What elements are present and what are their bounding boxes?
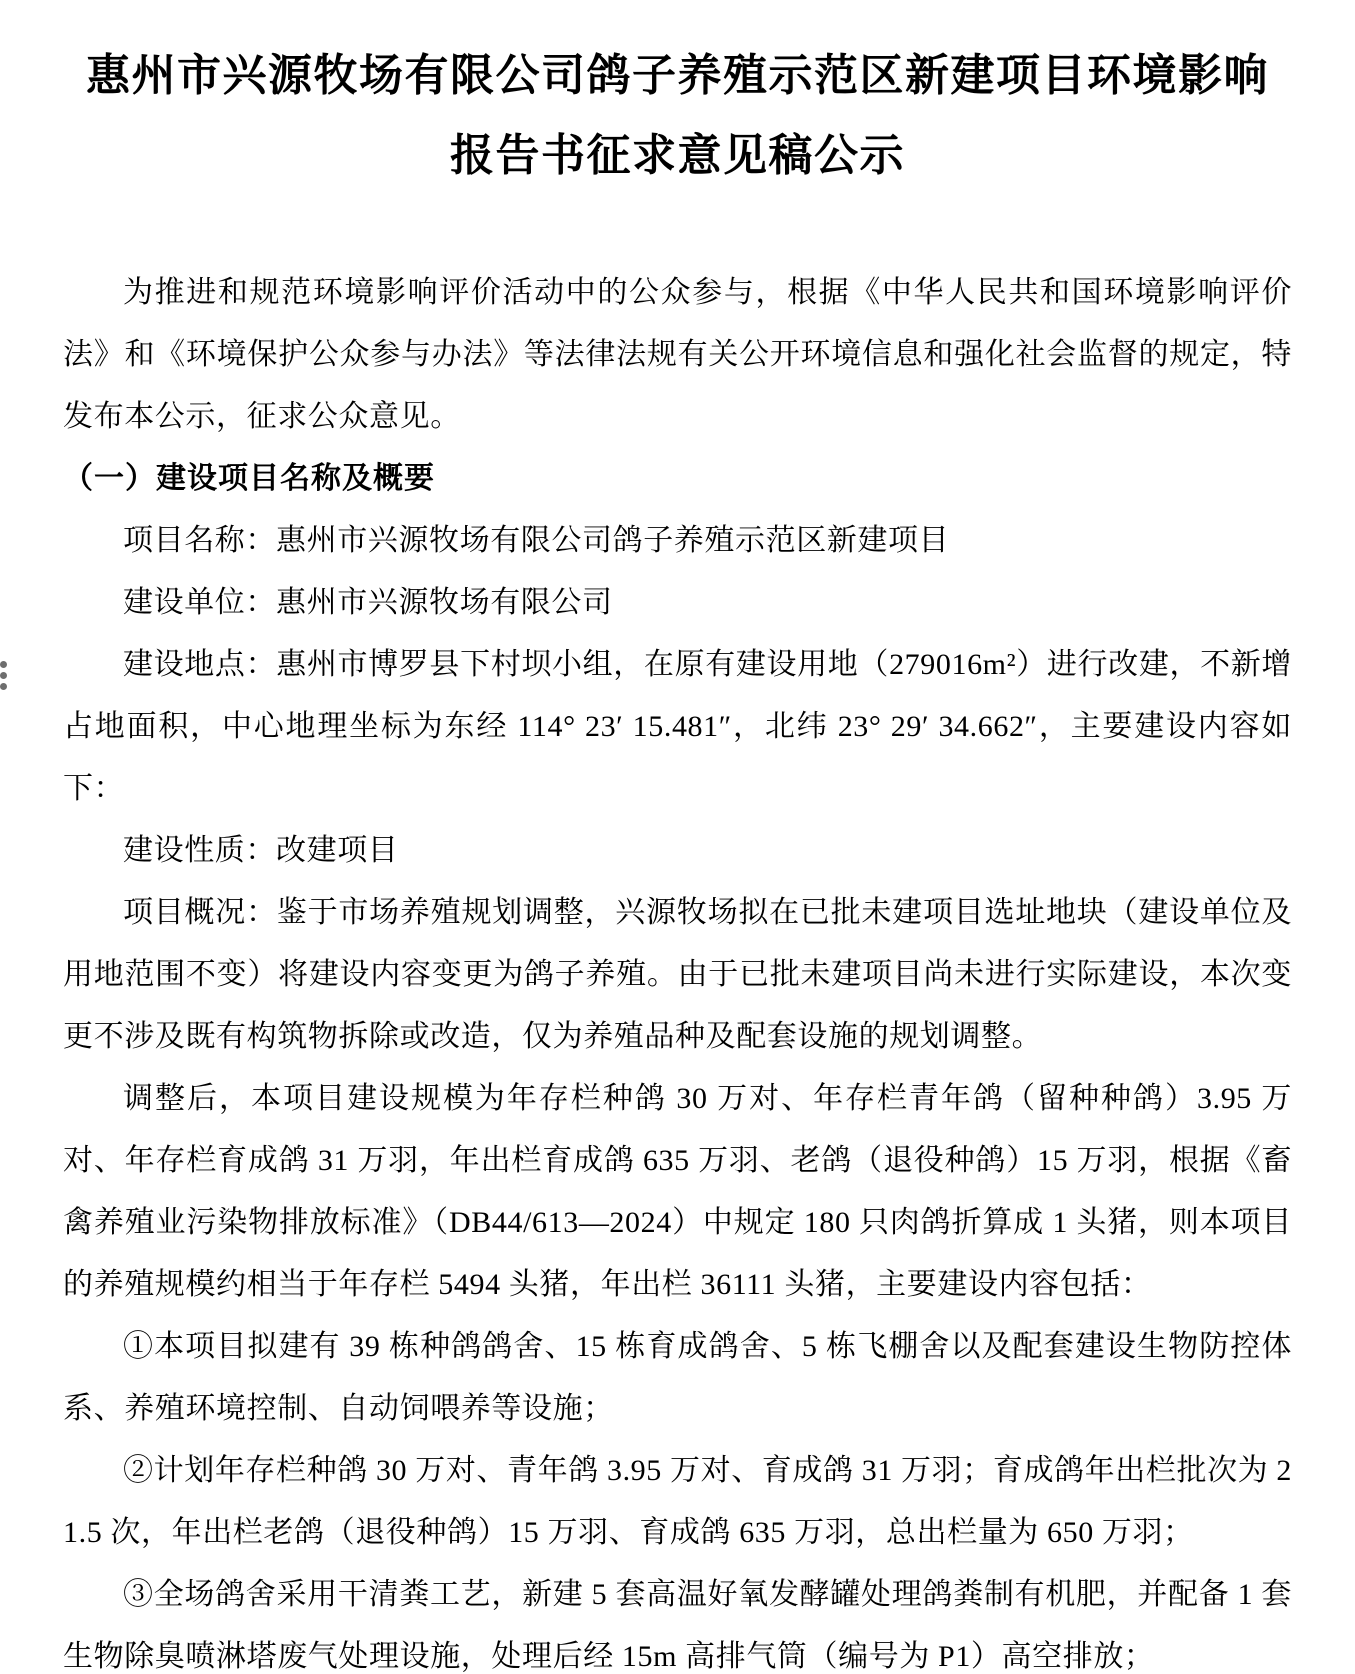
paragraph-construction-nature: 建设性质：改建项目: [123, 834, 399, 867]
document-title: [63, 36, 1292, 196]
document-title-line-1: 惠州市兴源牧场有限公司鸽子养殖示范区新建项目环境影响: [86, 51, 1269, 100]
dot: [0, 661, 7, 668]
paragraph-item-2-stock-plan: ②计划年存栏种鸽 30 万对、青年鸽 3.95 万对、育成鸽 31 万羽；育成鸽年出栏批次为 21.5 次，年出栏老鸽（退役种鸽）15 万羽、育成鸽 635 万羽，总出栏量为 650 万羽；: [63, 1454, 1292, 1549]
paragraph-intro: 为推进和规范环境影响评价活动中的公众参与，根据《中华人民共和国环境影响评价法》和《环境保护公众参与办法》等法律法规有关公开环境信息和强化社会监督的规定，特发布本公示，征求公众意见。: [63, 276, 1292, 433]
section-heading-project-name-and-summary: （一）建设项目名称及概要: [63, 462, 435, 495]
paragraph-project-name: 项目名称：惠州市兴源牧场有限公司鸽子养殖示范区新建项目: [123, 524, 950, 557]
dot: [0, 683, 7, 690]
paragraph-item-1-buildings: ①本项目拟建有 39 栋种鸽鸽舍、15 栋育成鸽舍、5 栋飞棚舍以及配套建设生物防控体系、养殖环境控制、自动饲喂养等设施；: [63, 1330, 1292, 1425]
document-title-line-2: 报告书征求意见稿公示: [450, 131, 905, 180]
vertical-dots-icon: [0, 661, 8, 690]
paragraph-construction-location: 建设地点：惠州市博罗县下村坝小组，在原有建设用地（279016m²）进行改建，不新增占地面积，中心地理坐标为东经 114° 23′ 15.481″，北纬 23° 29′ 34.662″，主要建设内容如下：: [63, 648, 1292, 805]
paragraph-project-overview: 项目概况：鉴于市场养殖规划调整，兴源牧场拟在已批未建项目选址地块（建设单位及用地范围不变）将建设内容变更为鸽子养殖。由于已批未建项目尚未进行实际建设，本次变更不涉及既有构筑物拆除或改造，仅为养殖品种及配套设施的规划调整。: [63, 896, 1292, 1053]
paragraph-construction-unit: 建设单位：惠州市兴源牧场有限公司: [123, 586, 613, 619]
document-body: [63, 262, 1292, 1674]
paragraph-item-3-manure-process: ③全场鸽舍采用干清粪工艺，新建 5 套高温好氧发酵罐处理鸽粪制有机肥，并配备 1 套生物除臭喷淋塔废气处理设施，处理后经 15m 高排气筒（编号为 P1）高空排放；: [63, 1578, 1292, 1673]
paragraph-adjusted-scale: 调整后，本项目建设规模为年存栏种鸽 30 万对、年存栏青年鸽（留种种鸽）3.95 万对、年存栏育成鸽 31 万羽，年出栏育成鸽 635 万羽、老鸽（退役种鸽）15 万羽，根据《畜禽养殖业污染物排放标准》（DB44/613—2024）中规定 180 只肉鸽折算成 1 头猪，则本项目的养殖规模约相当于年存栏 5494 头猪，年出栏 36111 头猪，主要建设内容包括：: [63, 1082, 1292, 1301]
dot: [0, 672, 7, 679]
